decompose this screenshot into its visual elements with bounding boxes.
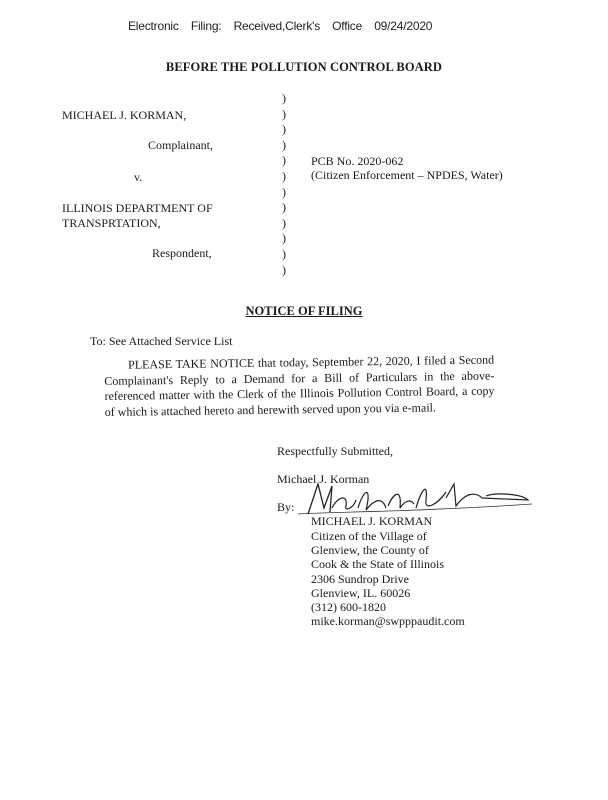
notice-body-text: PLEASE TAKE NOTICE that today, September 22, 2020, I filed a Second Complainant's Reply to a Demand for a Bill of Particulars in the above-referenced matter with the Clerk of the Illinois Pollution Control Board, a copy of which is attached hereto and herewith served upon you via e-mail. [104, 352, 495, 419]
paren: ) [282, 91, 286, 105]
caption-divider [282, 91, 292, 278]
service-list-line: To: See Attached Service List [90, 334, 233, 348]
paren: ) [282, 106, 286, 121]
paren: ) [282, 231, 286, 246]
respondent-name-line1: ILLINOIS DEPARTMENT OF [62, 201, 213, 215]
paren: ) [282, 168, 286, 183]
paren: ) [282, 200, 286, 215]
case-type: (Citizen Enforcement – NPDES, Water) [311, 168, 503, 182]
paren: ) [282, 262, 286, 277]
complainant-name: MICHAEL J. KORMAN, [62, 108, 187, 122]
versus-label: v. [134, 170, 143, 184]
signature-block-line: mike.korman@swpppaudit.com [311, 614, 465, 628]
paren: ) [282, 137, 286, 152]
pcb-number: PCB No. 2020-062 [311, 154, 404, 168]
signature-block-line: Glenview, the County of [311, 543, 429, 557]
signature-block-line: (312) 600-1820 [311, 600, 386, 614]
signature-block-line: Cook & the State of Illinois [311, 557, 444, 571]
signature-block-line: MICHAEL J. KORMAN [311, 514, 433, 528]
electronic-filing-stamp: Electronic Filing: Received,Clerk's Office 09/24/2020 [128, 19, 433, 33]
signer-name: Michael J. Korman [277, 472, 370, 486]
respondent-name-line2: TRANSPRTATION, [62, 216, 161, 230]
paren: ) [282, 122, 286, 137]
signature-block-line: Citizen of the Village of [311, 529, 427, 543]
complainant-role: Complainant, [148, 138, 213, 152]
notice-body [104, 353, 495, 420]
notice-heading: NOTICE OF FILING [245, 304, 363, 318]
by-label: By: [277, 500, 295, 514]
respondent-role: Respondent, [152, 246, 212, 260]
board-title: BEFORE THE POLLUTION CONTROL BOARD [165, 60, 443, 74]
signature-block-line: Glenview, IL. 60026 [311, 586, 411, 600]
paren: ) [282, 153, 286, 168]
signature-block-line: 2306 Sundrop Drive [311, 572, 409, 586]
paren: ) [282, 246, 286, 261]
paren: ) [282, 184, 286, 199]
paren: ) [282, 215, 286, 230]
closing: Respectfully Submitted, [277, 444, 393, 458]
